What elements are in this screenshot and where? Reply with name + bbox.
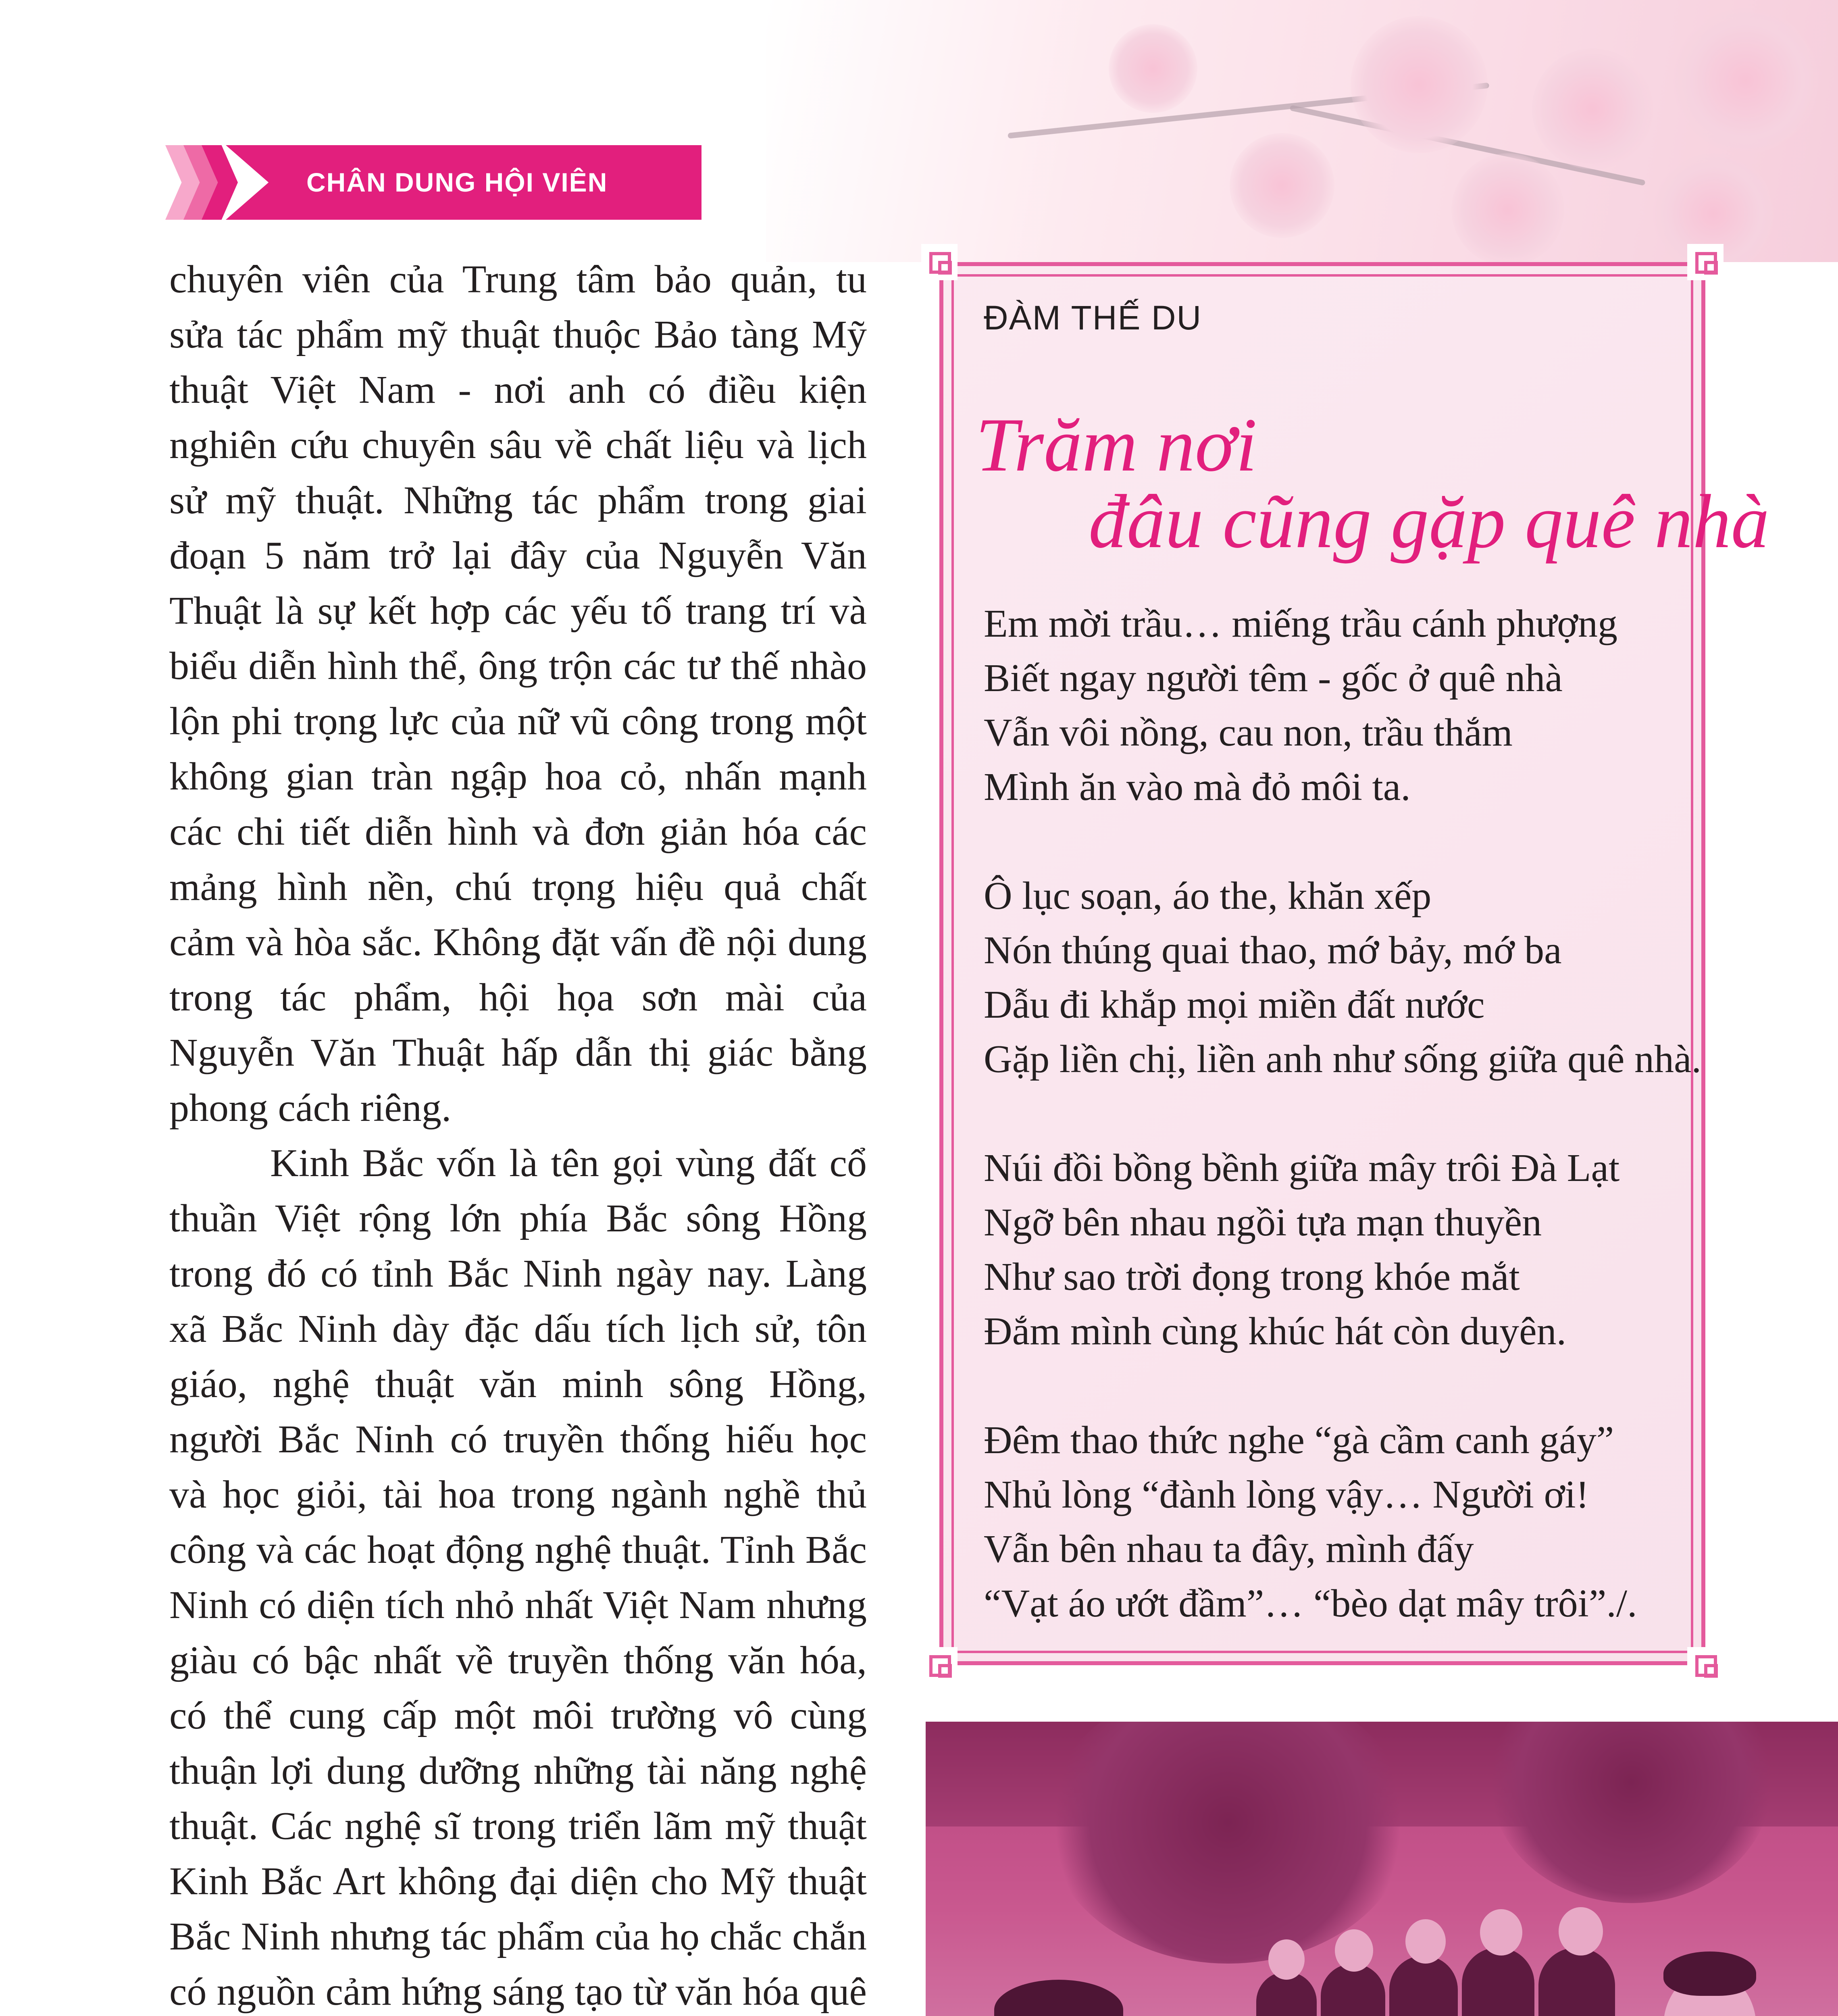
section-label: CHÂN DUNG HỘI VIÊN <box>306 167 608 197</box>
poem-body <box>984 597 1701 1685</box>
poem-author: ĐÀM THẾ DU <box>984 299 1202 337</box>
section-header <box>165 145 701 220</box>
poem-title: Trăm nơi <box>976 403 1257 487</box>
poem-title-continued: đâu cũng gặp quê nhà <box>1089 479 1769 564</box>
poem-line: Nón thúng quai thao, mớ bảy, mớ ba <box>984 929 1562 972</box>
poem-stanza <box>984 869 1701 1087</box>
poem-line: Vẫn bên nhau ta đây, mình đấy <box>984 1527 1474 1571</box>
poem-line: Ô lục soạn, áo the, khăn xếp <box>984 874 1432 918</box>
poem-line: Như sao trời đọng trong khóe mắt <box>984 1255 1520 1299</box>
poem-line: Ngỡ bên nhau ngồi tựa mạn thuyền <box>984 1201 1542 1244</box>
cherry-blossom-decoration <box>766 0 1838 262</box>
poem-stanza <box>984 597 1693 814</box>
poem-line: Biết ngay người têm - gốc ở quê nhà <box>984 656 1563 700</box>
frame-corner-icon <box>921 1647 958 1683</box>
poem-line: Gặp liền chị, liền anh như sống giữa quê nhà. <box>984 1037 1701 1081</box>
quan-ho-singers-photo <box>926 1722 1838 2016</box>
article-body <box>169 252 867 2016</box>
frame-corner-icon <box>1687 244 1724 280</box>
poem-line: Đắm mình cùng khúc hát còn duyên. <box>984 1310 1567 1353</box>
article-paragraph: chuyên viên của Trung tâm bảo quản, tu sửa tác phẩm mỹ thuật thuộc Bảo tàng Mỹ thuật Việt Nam - nơi anh có điều kiện nghiên cứu chuyên sâu về chất liệu và lịch sử mỹ thuật. Những tác phẩm trong giai đoạn 5 năm trở lại đây của Nguyễn Văn Thuật là sự kết hợp các yếu tố trang trí và biểu diễn hình thể, ông trộn các tư thế nhào lộn phi trọng lực của nữ vũ công trong một không gian tràn ngập hoa cỏ, nhấn mạnh các chi tiết diễn hình và đơn giản hóa các mảng hình nền, chú trọng hiệu quả chất cảm và hòa sắc. Không đặt vấn đề nội dung trong tác phẩm, hội họa sơn mài của Nguyễn Văn Thuật hấp dẫn thị giác bằng phong cách riêng. <box>169 258 867 1130</box>
poem-stanza <box>984 1141 1693 1359</box>
article-paragraph: Kinh Bắc vốn là tên gọi vùng đất cổ thuần Việt rộng lớn phía Bắc sông Hồng trong đó có tỉnh Bắc Ninh ngày nay. Làng xã Bắc Ninh dày đặc dấu tích lịch sử, tôn giáo, nghệ thuật văn minh sông Hồng, người Bắc Ninh có truyền thống hiếu học và học giỏi, tài hoa trong ngành nghề thủ công và các hoạt động nghệ thuật. Tỉnh Bắc Ninh có diện tích nhỏ nhất Việt Nam nhưng giàu có bậc nhất về truyền thống văn hóa, có thể cung cấp một môi trường vô cùng thuận lợi dung dưỡng những tài năng nghệ thuật. Các nghệ sĩ trong triển lãm mỹ thuật Kinh Bắc Art không đại diện cho Mỹ thuật Bắc Ninh nhưng tác phẩm của họ chắc chắn có nguồn cảm hứng sáng tạo từ văn hóa quê <box>169 1141 867 2014</box>
poem-line: Em mời trầu… miếng trầu cánh phượng <box>984 602 1617 646</box>
frame-corner-icon <box>921 244 958 280</box>
poem-line: “Vạt áo ướt đầm”… “bèo dạt mây trôi”./. <box>984 1582 1637 1625</box>
poem-line: Dẫu đi khắp mọi miền đất nước <box>984 983 1485 1027</box>
poem-line: Đêm thao thức nghe “gà cầm canh gáy” <box>984 1418 1614 1462</box>
poem-line: Núi đồi bồng bềnh giữa mây trôi Đà Lạt <box>984 1146 1620 1190</box>
poem-stanza <box>984 1413 1693 1631</box>
poem-line: Vẫn vôi nồng, cau non, trầu thắm <box>984 711 1513 754</box>
poem-line: Mình ăn vào mà đỏ môi ta. <box>984 765 1411 809</box>
poem-line: Nhủ lòng “đành lòng vậy… Người ơi! <box>984 1473 1589 1516</box>
